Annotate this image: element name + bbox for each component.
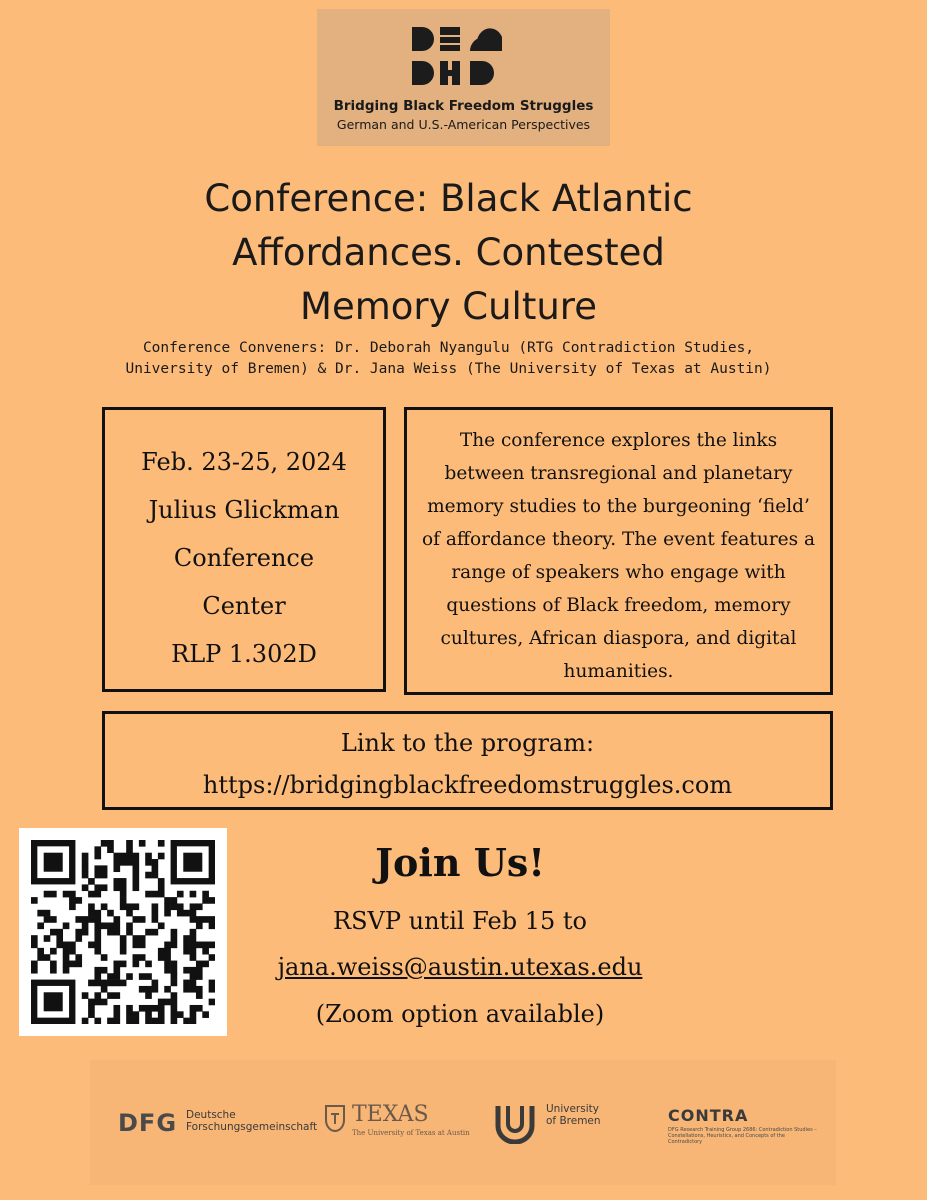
venue-line-2: Conference xyxy=(173,544,315,572)
bremen-logo-icon xyxy=(494,1104,536,1144)
rsvp-text: RSVP until Feb 15 to xyxy=(333,907,587,935)
sponsor-logos xyxy=(90,1060,836,1185)
description-line: humanities. xyxy=(563,661,674,682)
bbfs-geometric-logo-icon xyxy=(408,23,518,91)
description-line: memory studies to the burgeoning ‘field’ xyxy=(427,496,810,517)
venue-line-1: Julius Glickman xyxy=(148,496,340,524)
dfg-name-line-2: Forschungsgemeinschaft xyxy=(186,1121,318,1133)
title-line-2: Affordances. Contested xyxy=(232,231,665,274)
bremen-name-line-1: University xyxy=(546,1103,599,1115)
conveners-line-1: Conference Conveners: Dr. Deborah Nyangulu (RTG Contradiction Studies, xyxy=(142,340,755,356)
contradiction-studies-logo: CONTRA xyxy=(668,1106,749,1125)
event-details-box xyxy=(102,407,386,692)
description-line: cultures, African diaspora, and digital xyxy=(440,628,797,649)
bremen-name-line-2: of Bremen xyxy=(546,1115,601,1127)
dfg-name xyxy=(186,1109,317,1133)
program-url[interactable]: https://bridgingblackfreedomstruggles.com xyxy=(202,771,733,799)
program-link-label: Link to the program: xyxy=(340,729,595,757)
texas-subtitle: The University of Texas at Austin xyxy=(352,1129,470,1137)
texas-name: TEXAS xyxy=(352,1102,429,1127)
event-details xyxy=(105,438,383,678)
rsvp-email-link[interactable]: jana.weiss@austin.utexas.edu xyxy=(277,953,643,981)
description-text xyxy=(407,424,830,688)
logo-title: Bridging Black Freedom Struggles xyxy=(333,98,594,114)
logo-banner xyxy=(317,9,610,146)
dfg-name-line-1: Deutsche xyxy=(186,1109,236,1121)
event-date: Feb. 23-25, 2024 xyxy=(141,448,347,476)
conveners-line-2: University of Bremen) & Dr. Jana Weiss (The University of Texas at Austin) xyxy=(125,361,772,377)
zoom-note: (Zoom option available) xyxy=(315,1000,605,1028)
description-line: between transregional and planetary xyxy=(444,463,793,484)
bremen-name xyxy=(546,1103,601,1127)
qr-code-icon xyxy=(31,840,215,1024)
qr-code[interactable] xyxy=(19,828,227,1036)
description-box xyxy=(404,407,833,695)
contradiction-studies-subtitle: DFG Research Training Group 2686: Contradiction Studies – Constellations, Heuristics, and Concepts of the Contradictory xyxy=(668,1127,817,1145)
event-room: RLP 1.302D xyxy=(171,640,317,668)
logo-subtitle: German and U.S.-American Perspectives xyxy=(336,117,591,132)
program-link-box xyxy=(102,711,833,810)
texas-shield-icon xyxy=(324,1104,346,1134)
description-line: The conference explores the links xyxy=(459,430,778,451)
title-line-1: Conference: Black Atlantic xyxy=(204,177,693,220)
dfg-logo: DFG xyxy=(118,1109,178,1137)
description-line: of affordance theory. The event features a xyxy=(421,529,816,550)
conveners-text xyxy=(60,338,837,380)
join-us-heading: Join Us! xyxy=(375,840,545,885)
description-line: range of speakers who engage with xyxy=(451,562,786,583)
description-line: questions of Black freedom, memory xyxy=(446,595,791,616)
venue-line-3: Center xyxy=(202,592,286,620)
title-line-3: Memory Culture xyxy=(300,285,597,328)
conference-title xyxy=(60,172,837,334)
